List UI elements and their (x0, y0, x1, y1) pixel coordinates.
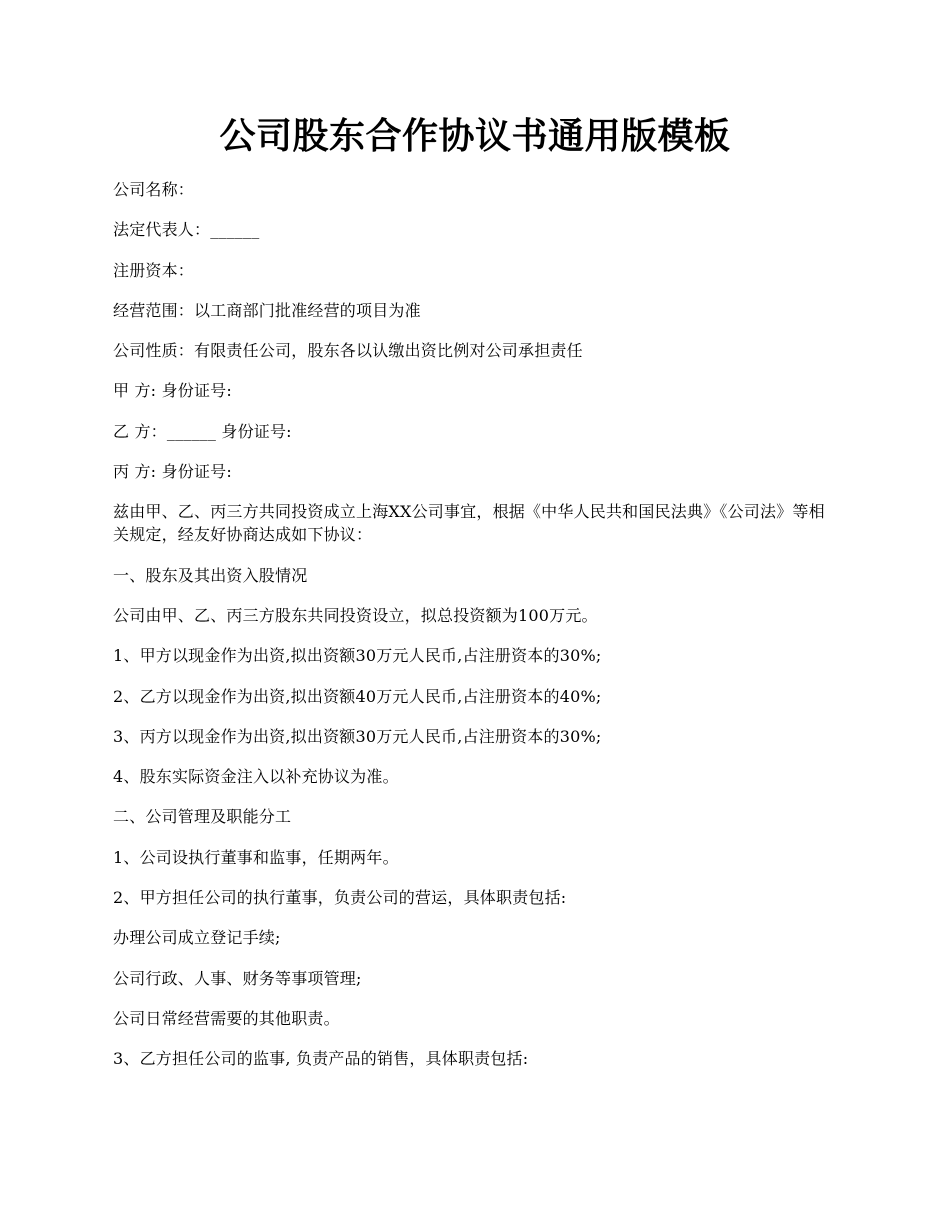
preamble-paragraph: 兹由甲、乙、丙三方共同投资成立上海XX公司事宜，根据《中华人民共和国民法典》《公司法》等相关规定，经友好协商达成如下协议： (113, 502, 825, 545)
duty-item-registration: 办理公司成立登记手续; (113, 928, 281, 948)
party-a-line: 甲 方: 身份证号: (113, 381, 232, 401)
duty-item-administration: 公司行政、人事、财务等事项管理; (113, 968, 362, 988)
company-nature-line: 公司性质：有限责任公司，股东各以认缴出资比例对公司承担责任 (113, 341, 583, 361)
clause-1-3: 3、丙方以现金作为出资,拟出资额30万元人民币,占注册资本的30%; (113, 726, 602, 746)
legal-representative-line: 法定代表人：______ (113, 220, 260, 240)
duty-item-other: 公司日常经营需要的其他职责。 (113, 1008, 340, 1028)
section-1-heading: 一、股东及其出资入股情况 (113, 565, 308, 585)
company-name-line: 公司名称： (113, 180, 195, 199)
party-c-line: 丙 方: 身份证号: (113, 462, 232, 482)
business-scope-line: 经营范围：以工商部门批准经营的项目为准 (113, 300, 421, 320)
clause-1-2: 2、乙方以现金作为出资,拟出资额40万元人民币,占注册资本的40%; (113, 686, 602, 706)
clause-1-1: 1、甲方以现金作为出资,拟出资额30万元人民币,占注册资本的30%; (113, 646, 602, 666)
document-title: 公司股东合作协议书通用版模板 (219, 115, 731, 157)
clause-2-2: 2、甲方担任公司的执行董事，负责公司的营运，具体职责包括: (113, 888, 567, 908)
registered-capital-line: 注册资本： (113, 260, 195, 280)
section-2-heading: 二、公司管理及职能分工 (113, 807, 292, 827)
document-body (113, 178, 833, 1088)
investment-total-paragraph: 公司由甲、乙、丙三方股东共同投资设立，拟总投资额为100万元。 (113, 605, 598, 625)
clause-2-1: 1、公司设执行董事和监事，任期两年。 (113, 847, 399, 867)
clause-1-4: 4、股东实际资金注入以补充协议为准。 (113, 767, 399, 787)
party-b-line: 乙 方：______ 身份证号: (113, 421, 292, 441)
clause-2-3: 3、乙方担任公司的监事, 负责产品的销售，具体职责包括: (113, 1049, 529, 1069)
